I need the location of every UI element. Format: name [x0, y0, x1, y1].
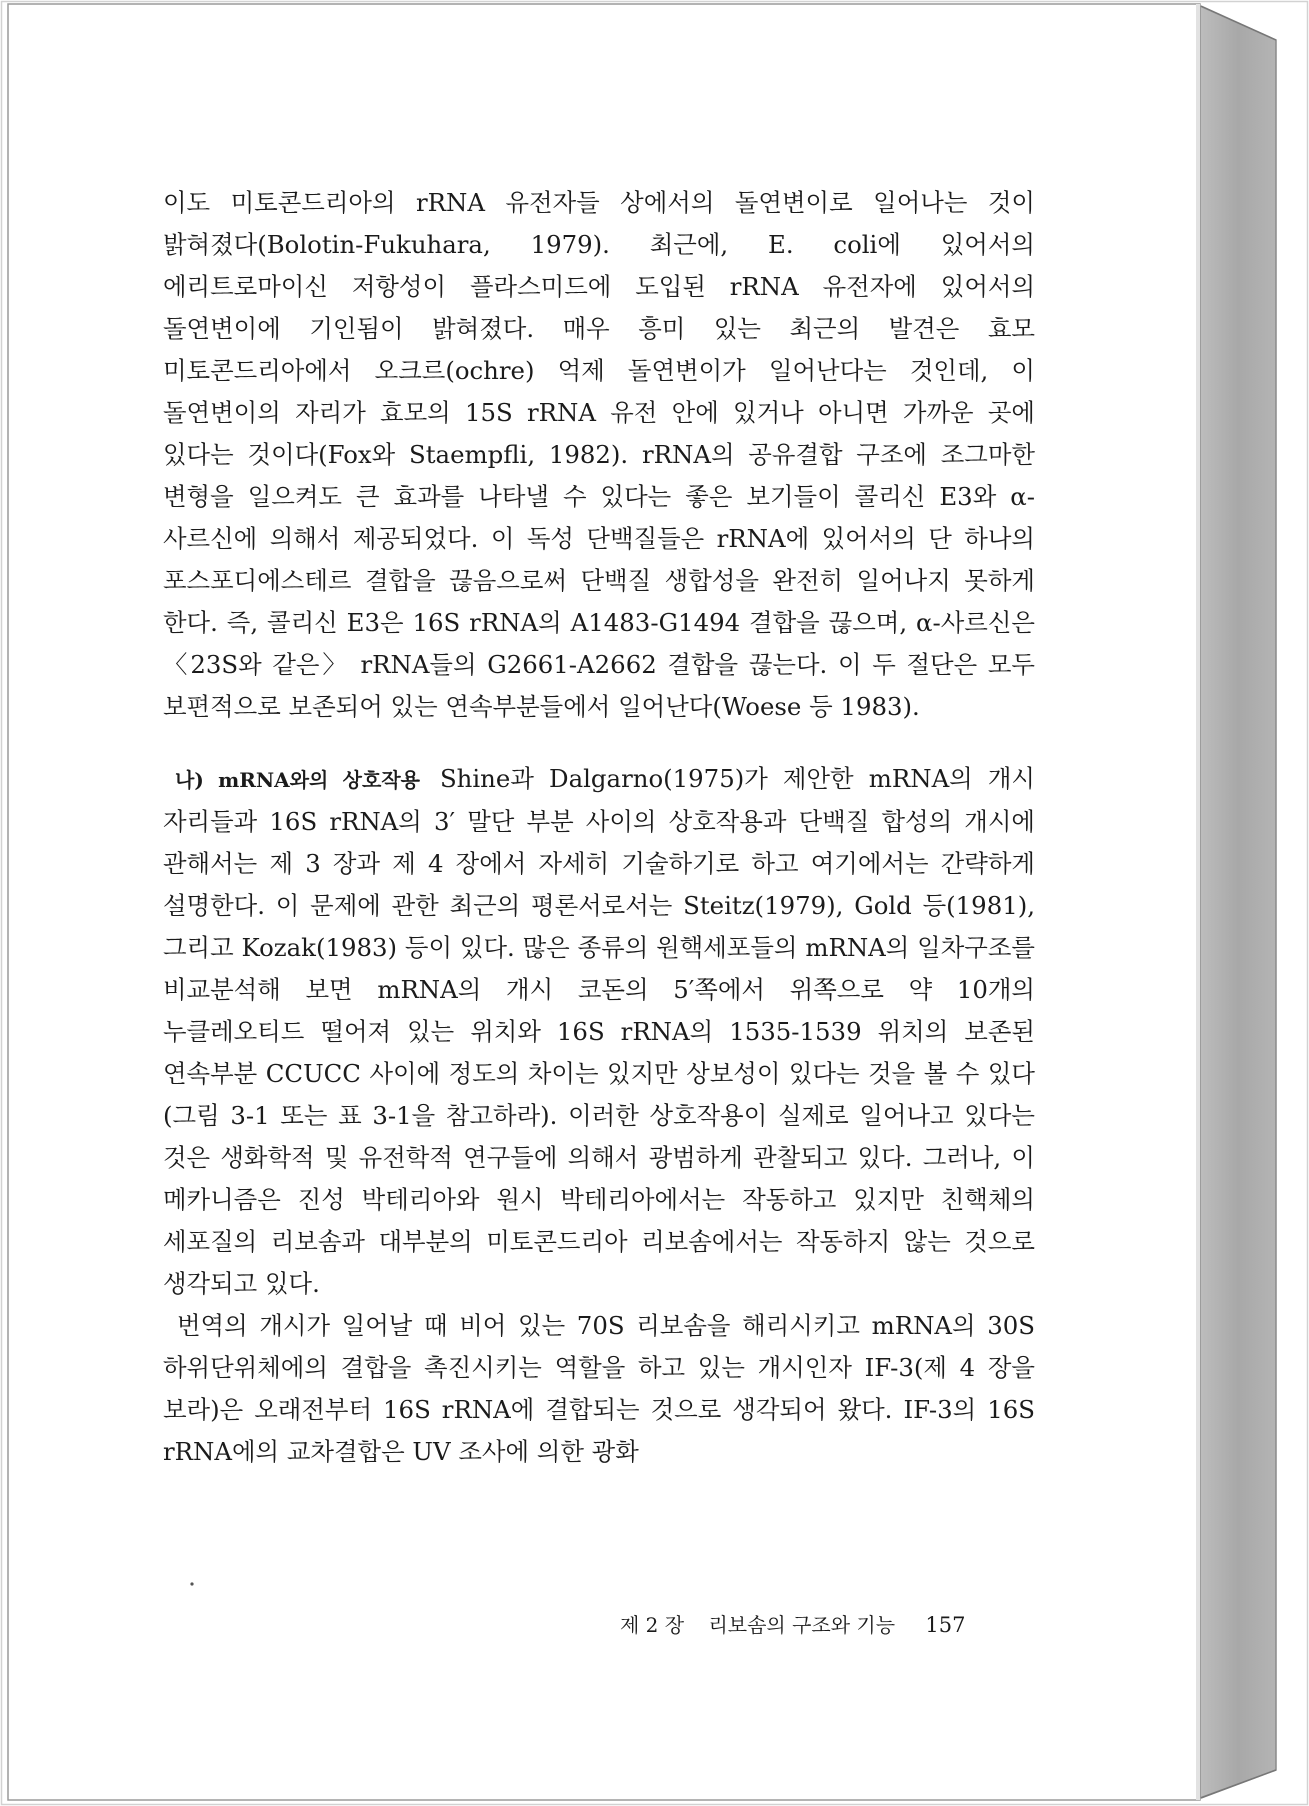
book-spine: [1200, 6, 1276, 1798]
body-paragraph: 번역의 개시가 일어날 때 비어 있는 70S 리보솜을 해리시키고 mRNA의 30S 하위단위체에의 결합을 촉진시키는 역할을 하고 있는 개시인자 IF-3(제 4 장을 보라)은 오래전부터 16S rRNA에 결합되는 것으로 생각되어 왔다. IF-3의 16S rRNA에의 교차결합은 UV 조사에 의한 광화: [163, 1311, 1035, 1466]
footer-chapter: 제 2 장: [620, 1613, 685, 1637]
footer-chapter-title: 리보솜의 구조와 기능: [708, 1613, 896, 1637]
page-number: 157: [925, 1613, 966, 1637]
section-heading: 나) mRNA와의 상호작용: [175, 768, 420, 792]
body-paragraph: 이도 미토콘드리아의 rRNA 유전자들 상에서의 돌연변이로 일어나는 것이 밝혀졌다(Bolotin-Fukuhara, 1979). 최근에, E. coli에 있어서의 에리트로마이신 저항성이 플라스미드에 도입된 rRNA 유전자에 있어서의 돌연변이에 기인됨이 밝혀졌다. 매우 흥미 있는 최근의 발견은 효모 미토콘드리아에서 오크르(ochre) 억제 돌연변이가 일어난다는 것인데, 이 돌연변이의 자리가 효모의 15S rRNA 유전 안에 있거나 아니면 가까운 곳에 있다는 것이다(Fox와 Staempfli, 1982). rRNA의 공유결합 구조에 조그마한 변형을 일으켜도 큰 효과를 나타낼 수 있다는 좋은 보기들이 콜리신 E3와 α-사르신에 의해서 제공되었다. 이 독성 단백질들은 rRNA에 있어서의 단 하나의 포스포디에스테르 결합을 끊음으로써 단백질 생합성을 완전히 일어나지 못하게 한다. 즉, 콜리신 E3은 16S rRNA의 A1483-G1494 결합을 끊으며, α-사르신은 〈23S와 같은〉 rRNA들의 G2661-A2662 결합을 끊는다. 이 두 절단은 모두 보편적으로 보존되어 있는 연속부분들에서 일어난다(Woese 등 1983).: [163, 188, 1035, 721]
book-page: [8, 4, 1200, 1800]
body-paragraph: [163, 758, 1035, 1305]
section-paragraph-text: Shine과 Dalgarno(1975)가 제안한 mRNA의 개시 자리들과 16S rRNA의 3′ 말단 부분 사이의 상호작용과 단백질 합성의 개시에 관해서는 제 3 장과 제 4 장에서 자세히 기술하기로 하고 여기에서는 간략하게 설명한다. 이 문제에 관한 최근의 평론서로서는 Steitz(1979), Gold 등(1981), 그리고 Kozak(1983) 등이 있다. 많은 종류의 원핵세포들의 mRNA의 일차구조를 비교분석해 보면 mRNA의 개시 코돈의 5′쪽에서 위쪽으로 약 10개의 누클레오티드 떨어져 있는 위치와 16S rRNA의 1535-1539 위치의 보존된 연속부분 CCUCC 사이에 정도의 차이는 있지만 상보성이 있다는 것을 볼 수 있다(그림 3-1 또는 표 3-1을 참고하라). 이러한 상호작용이 실제로 일어나고 있다는 것은 생화학적 및 유전학적 연구들에 의해서 광범하게 관찰되고 있다. 그러나, 이 메카니즘은 진성 박테리아와 원시 박테리아에서는 작동하고 있지만 친핵체의 세포질의 리보솜과 대부분의 미토콘드리아 리보솜에서는 작동하지 않는 것으로 생각되고 있다.: [163, 764, 1035, 1298]
running-footer: [620, 1609, 966, 1638]
